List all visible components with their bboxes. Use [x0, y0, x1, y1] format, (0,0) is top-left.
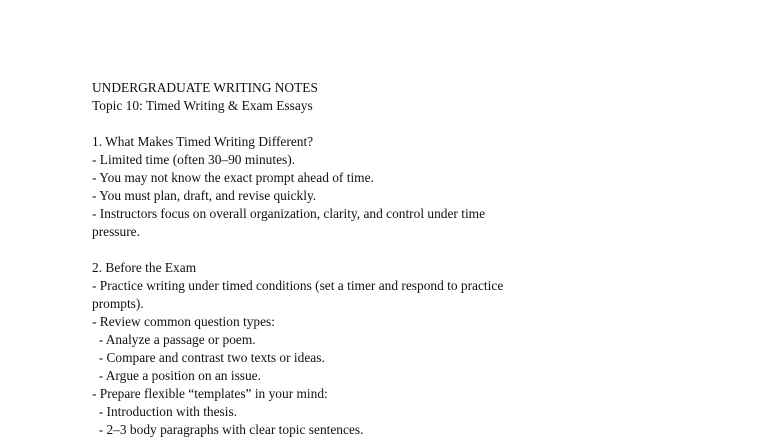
sub-bullet-line: - Compare and contrast two texts or ideas. [92, 350, 325, 365]
sub-bullet-line: - Introduction with thesis. [92, 404, 238, 419]
bullet-continuation: prompts). [92, 296, 144, 311]
bullet-line: - Review common question types: [92, 314, 275, 329]
sub-bullet-line: - Argue a position on an issue. [92, 368, 261, 383]
bullet-line: - Instructors focus on overall organization, clarity, and control under time [92, 206, 486, 221]
sub-bullet-line: - 2–3 body paragraphs with clear topic sentences. [92, 422, 364, 437]
section-heading: 2. Before the Exam [92, 260, 197, 275]
document-title: UNDERGRADUATE WRITING NOTES [92, 80, 318, 95]
bullet-line: - You must plan, draft, and revise quickly. [92, 188, 317, 203]
bullet-line: - Limited time (often 30–90 minutes). [92, 152, 296, 167]
bullet-continuation: pressure. [92, 224, 140, 239]
blank-line [92, 241, 532, 259]
sub-bullet-line: - Analyze a passage or poem. [92, 332, 256, 347]
bullet-line: - You may not know the exact prompt ahead of time. [92, 170, 374, 185]
document-page [92, 79, 532, 439]
section-heading: 1. What Makes Timed Writing Different? [92, 134, 314, 149]
document-subtitle: Topic 10: Timed Writing & Exam Essays [92, 98, 313, 113]
blank-line [92, 115, 532, 133]
bullet-line: - Practice writing under timed conditions (set a timer and respond to practice [92, 278, 504, 293]
bullet-line: - Prepare flexible “templates” in your mind: [92, 386, 328, 401]
